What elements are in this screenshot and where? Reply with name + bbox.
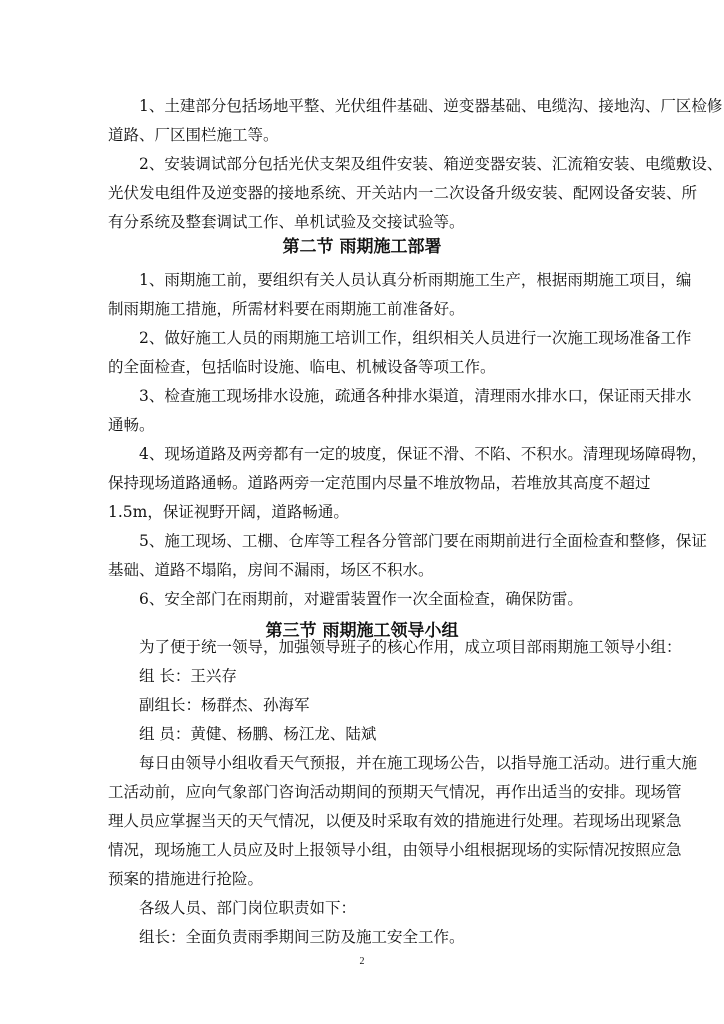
section-heading-rainy-deployment: 第二节 雨期施工部署 bbox=[282, 237, 442, 257]
deployment-item-2: 2、做好施工人员的雨期施工培训工作，组织相关人员进行一次施工现场准备工作 的全面检查，包括临时设施、临电、机械设备等项工作。 bbox=[108, 329, 692, 376]
scope-paragraph-installation: 2、安装调试部分包括光伏支架及组件安装、箱逆变器安装、汇流箱安装、电缆敷设、 光伏发电组件及逆变器的接地系统、开关站内一二次设备升级安装、配网设备安装、所 有分系统及整套调试工作、单机试验及交接试验等。 bbox=[108, 155, 723, 231]
responsibility-leader: 组长：全面负责雨季期间三防及施工安全工作。 bbox=[139, 928, 465, 946]
deployment-item-1: 1、雨期施工前，要组织有关人员认真分析雨期施工生产，根据雨期施工项目，编 制雨期施工措施，所需材料要在雨期施工前准备好。 bbox=[108, 271, 692, 318]
deployment-item-3: 3、检查施工现场排水设施，疏通各种排水渠道，清理雨水排水口，保证雨天排水 通畅。 bbox=[108, 387, 692, 434]
group-members: 组 员：黄健、杨鹏、杨江龙、陆斌 bbox=[139, 725, 377, 743]
group-leader: 组 长：王兴存 bbox=[139, 667, 237, 685]
group-deputy-leaders: 副组长：杨群杰、孙海军 bbox=[139, 696, 310, 714]
deployment-item-4: 4、现场道路及两旁都有一定的坡度，保证不滑、不陷、不积水。清理现场障碍物， 保持现场道路通畅。道路两旁一定范围内尽量不堆放物品，若堆放其高度不超过 1.5m，保证视野开阔，道路畅通。 bbox=[108, 445, 707, 521]
page-number: 2 bbox=[359, 956, 365, 967]
scope-paragraph-civil: 1、土建部分包括场地平整、光伏组件基础、逆变器基础、电缆沟、接地沟、厂区检修 道路、厂区围栏施工等。 bbox=[108, 97, 723, 144]
deployment-item-6: 6、安全部门在雨期前，对避雷装置作一次全面检查，确保防雷。 bbox=[139, 590, 583, 608]
deployment-item-5: 5、施工现场、工棚、仓库等工程各分管部门要在雨期前进行全面检查和整修，保证 基础、道路不塌陷，房间不漏雨，场区不积水。 bbox=[108, 532, 707, 579]
responsibility-intro: 各级人员、部门岗位职责如下： bbox=[139, 899, 357, 917]
leadership-duty-paragraph: 每日由领导小组收看天气预报，并在施工现场公告，以指导施工活动。进行重大施 工活动前，应向气象部门咨询活动期间的预期天气情况，再作出适当的安排。现场管 理人员应掌握当天的天气情况，以便及时采取有效的措施进行处理。若现场出现紧急 情况，现场施工人员应及时上报领导小组，由领导小组根据现场的实际情况按照应急 预案的措施进行抢险。 bbox=[108, 754, 698, 888]
section-heading-leadership-group: 第三节 雨期施工领导小组 bbox=[265, 621, 459, 641]
leadership-intro: 为了便于统一领导，加强领导班子的核心作用，成立项目部雨期施工领导小组： bbox=[139, 638, 682, 656]
